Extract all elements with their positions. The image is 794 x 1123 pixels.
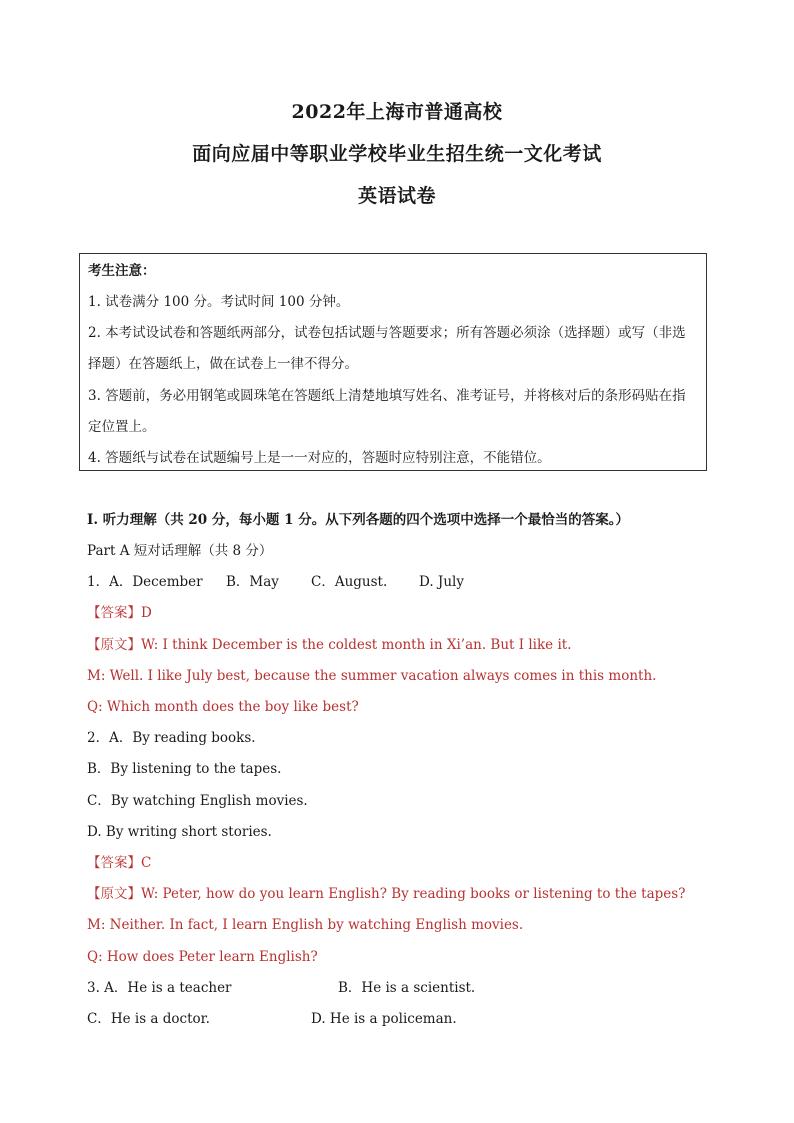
notice-box: [79, 253, 707, 471]
q3-option-c: C．He is a doctor.: [87, 1011, 210, 1027]
q1-answer: 【答案】D: [87, 605, 152, 621]
page-subtitle: 面向应届中等职业学校毕业生招生统一文化考试: [192, 143, 602, 165]
q3-option-a: 3. A．He is a teacher: [87, 980, 232, 996]
notice-heading: 考生注意：: [88, 263, 156, 279]
q1-option-a: 1．A．December: [87, 574, 203, 590]
notice-item-2a: 2. 本考试设试卷和答题纸两部分，试卷包括试题与答题要求；所有答题必须涂（选择题）或写（非选: [88, 325, 686, 341]
part-heading: Part A 短对话理解（共 8 分）: [87, 543, 273, 559]
section-heading: Ⅰ. 听力理解（共 20 分，每小题 1 分。从下列各题的四个选项中选择一个最恰当的答案。）: [87, 512, 629, 528]
q1-script-1: 【原文】W: I think December is the coldest month in Xi’an. But I like it.: [87, 637, 572, 653]
q2-script-1: 【原文】W: Peter, how do you learn English? By reading books or listening to the tapes?: [87, 886, 686, 902]
notice-item-1: 1. 试卷满分 100 分。考试时间 100 分钟。: [88, 294, 350, 310]
q1-option-b: B．May: [226, 574, 279, 590]
notice-item-3a: 3. 答题前，务必用钢笔或圆珠笔在答题纸上清楚地填写姓名、准考证号，并将核对后的条形码贴在指: [88, 388, 686, 404]
notice-item-2b: 择题）在答题纸上，做在试卷上一律不得分。: [88, 356, 358, 372]
q2-option-a: 2．A．By reading books.: [87, 730, 256, 746]
notice-item-4: 4. 答题纸与试卷在试题编号上是一一对应的，答题时应特别注意，不能错位。: [88, 450, 551, 466]
q2-option-d: D. By writing short stories.: [87, 824, 272, 840]
q2-answer: 【答案】C: [87, 855, 152, 871]
q1-option-d: D. July: [419, 574, 464, 590]
q2-option-b: B．By listening to the tapes.: [87, 761, 282, 777]
q2-script-3: Q: How does Peter learn English?: [87, 949, 318, 965]
q2-option-c: C．By watching English movies.: [87, 793, 308, 809]
q3-option-b: B．He is a scientist.: [338, 980, 476, 996]
notice-item-3b: 定位置上。: [88, 419, 156, 435]
q1-script-3: Q: Which month does the boy like best?: [87, 699, 359, 715]
q1-script-2: M: Well. I like July best, because the summer vacation always comes in this month.: [87, 668, 657, 684]
q1-option-c: C．August.: [311, 574, 388, 590]
paper-title: 英语试卷: [357, 185, 436, 207]
q3-option-d: D. He is a policeman.: [311, 1011, 457, 1027]
page-title: 2022年上海市普通高校: [291, 101, 503, 123]
q2-script-2: M: Neither. In fact, I learn English by watching English movies.: [87, 917, 524, 933]
